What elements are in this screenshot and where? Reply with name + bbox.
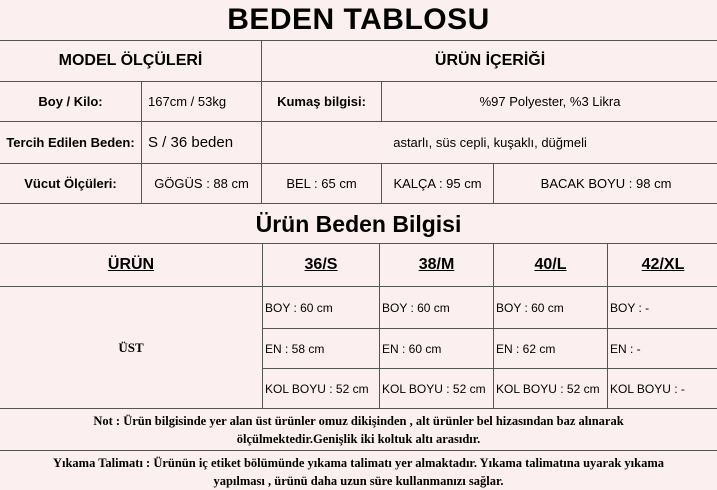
waist-measurement: BEL : 65 cm	[262, 164, 382, 204]
washing-line-1: Yıkama Talimatı : Ürünün iç etiket bölümünde yıkama talimatı yer almaktadır. Yıkama talimatına uyarak yıkama	[0, 454, 717, 472]
measurement-note	[0, 412, 717, 448]
note-line-1: Not : Ürün bilgisinde yer alan üst ürünler omuz dikişinden , alt ürünler bel hizasından baz alınarak	[0, 412, 717, 430]
washing-instructions	[0, 454, 717, 490]
size-info-table	[0, 243, 717, 409]
chest-measurement: GÖGÜS : 88 cm	[142, 164, 262, 204]
product-column-header: ÜRÜN	[0, 244, 263, 287]
table-cell: EN : -	[608, 329, 717, 369]
preferred-size-value: S / 36 beden	[142, 122, 262, 164]
height-weight-value: 167cm / 53kg	[142, 82, 262, 122]
size-header-36s: 36/S	[263, 244, 380, 287]
table-cell: BOY : 60 cm	[263, 287, 380, 329]
table-cell: KOL BOYU : 52 cm	[263, 369, 380, 409]
table-cell: KOL BOYU : -	[608, 369, 717, 409]
table-cell: KOL BOYU : 52 cm	[494, 369, 608, 409]
table-cell: KOL BOYU : 52 cm	[380, 369, 494, 409]
table-cell: BOY : -	[608, 287, 717, 329]
height-weight-label: Boy / Kilo:	[0, 82, 142, 122]
table-cell: BOY : 60 cm	[380, 287, 494, 329]
measurements-table	[0, 40, 717, 204]
model-measurements-header: MODEL ÖLÇÜLERİ	[0, 41, 262, 82]
size-info-title: Ürün Beden Bilgisi	[0, 205, 717, 243]
table-cell: EN : 60 cm	[380, 329, 494, 369]
divider	[0, 450, 717, 451]
product-features: astarlı, süs cepli, kuşaklı, düğmeli	[262, 122, 717, 164]
size-header-38m: 38/M	[380, 244, 494, 287]
upper-row-label: ÜST	[0, 287, 263, 409]
page-title: BEDEN TABLOSU	[0, 0, 717, 40]
fabric-value: %97 Polyester, %3 Likra	[382, 82, 717, 122]
preferred-size-label: Tercih Edilen Beden:	[0, 122, 142, 164]
leg-length-measurement: BACAK BOYU : 98 cm	[494, 164, 717, 204]
table-cell: BOY : 60 cm	[494, 287, 608, 329]
washing-line-2: yapılması , ürünü daha uzun süre kullanmanızı sağlar.	[0, 472, 717, 490]
fabric-label: Kumaş bilgisi:	[262, 82, 382, 122]
body-measurements-label: Vücut Ölçüleri:	[0, 164, 142, 204]
size-header-40l: 40/L	[494, 244, 608, 287]
table-cell: EN : 62 cm	[494, 329, 608, 369]
product-content-header: ÜRÜN İÇERİĞİ	[262, 41, 717, 82]
table-cell: EN : 58 cm	[263, 329, 380, 369]
note-line-2: ölçülmektedir.Genişlik iki koltuk altı arasıdır.	[0, 430, 717, 448]
hip-measurement: KALÇA : 95 cm	[382, 164, 494, 204]
size-header-42xl: 42/XL	[608, 244, 717, 287]
